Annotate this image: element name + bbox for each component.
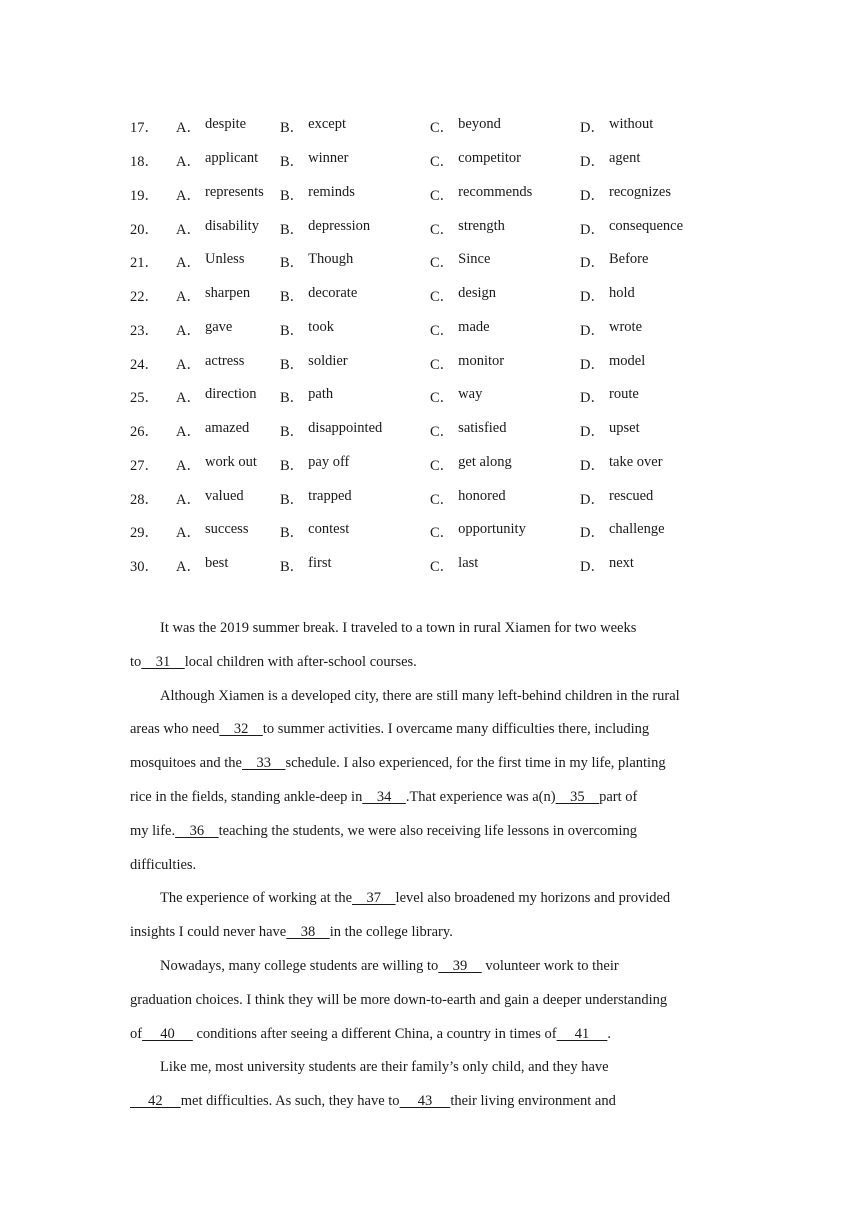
blank-43: 43 [399,1093,451,1110]
option-c [430,521,580,542]
option-letter: C． [430,457,455,474]
option-letter: A． [176,187,201,204]
option-a [176,353,280,374]
option-letter: D． [580,424,605,441]
option-letter: D． [580,289,605,306]
option-b [280,521,430,542]
option-text: wrote [608,318,642,335]
option-b [280,116,430,137]
option-text: made [458,318,490,335]
option-text: took [308,318,334,335]
passage-line [130,781,730,815]
option-text: Unless [204,251,245,268]
option-d [580,184,750,205]
option-b [280,218,430,239]
option-d [580,420,750,441]
option-text: next [608,555,634,572]
option-text: Before [608,251,649,268]
option-text: amazed [204,420,250,437]
option-text: actress [204,352,245,369]
option-letter: A． [176,525,201,542]
question-row [130,144,750,178]
option-text: last [458,555,479,572]
option-d [580,353,750,374]
option-letter: D． [580,120,605,137]
option-c [430,319,580,340]
question-row [130,380,750,414]
question-row [130,245,750,279]
option-letter: B． [280,559,305,576]
option-letter: A． [176,221,201,238]
option-text: disability [204,217,259,234]
option-letter: A． [176,322,201,339]
option-text: agent [608,150,641,167]
question-number: 22． [130,289,159,306]
option-text: best [204,555,229,572]
option-c [430,184,580,205]
option-letter: D． [580,457,605,474]
question-row [130,346,750,380]
option-letter: C． [430,390,455,407]
option-letter: B． [280,120,305,137]
option-c [430,218,580,239]
option-c [430,285,580,306]
question-row [130,481,750,515]
passage-line [130,950,730,984]
option-d [580,285,750,306]
option-letter: A． [176,390,201,407]
option-letter: B． [280,221,305,238]
passage-text: teaching the students, we were also receiving life lessons in overcoming [218,822,637,839]
option-letter: B． [280,491,305,508]
question-number: 17． [130,120,159,137]
option-a [176,116,280,137]
question-number: 23． [130,322,159,339]
option-text: competitor [458,150,521,167]
passage-text: met difficulties. As such, they have to [180,1093,400,1110]
option-letter: A． [176,491,201,508]
option-text: pay off [308,453,350,470]
option-c [430,386,580,407]
answer-options-table [130,110,750,583]
option-letter: C． [430,491,455,508]
option-text: Since [458,251,491,268]
option-text: honored [458,487,506,504]
passage-text: part of [599,788,638,805]
passage-line [130,713,730,747]
question-row [130,178,750,212]
option-letter: B． [280,356,305,373]
passage-line [130,1051,730,1085]
option-letter: B． [280,187,305,204]
option-a [176,285,280,306]
option-a [176,150,280,171]
option-a [176,488,280,509]
option-d [580,454,750,475]
option-text: valued [204,487,244,504]
option-text: route [608,386,639,403]
option-letter: D． [580,255,605,272]
option-text: without [608,116,654,133]
passage-text: level also broadened my horizons and provided [395,890,671,907]
passage-line [130,1018,730,1052]
passage-text: mosquitoes and the [130,755,242,772]
option-d [580,116,750,137]
option-text: upset [608,420,640,437]
passage-line [130,1085,730,1119]
option-letter: C． [430,322,455,339]
option-c [430,488,580,509]
option-letter: C． [430,221,455,238]
option-a [176,521,280,542]
option-letter: A． [176,120,201,137]
option-d [580,150,750,171]
passage-text: to summer activities. I overcame many difficulties there, including [262,721,650,738]
option-letter: B． [280,390,305,407]
passage-text: local children with after-school courses. [184,653,417,670]
option-c [430,251,580,272]
option-a [176,386,280,407]
option-letter: B． [280,154,305,171]
option-c [430,555,580,576]
option-a [176,319,280,340]
passage-line [130,680,730,714]
option-text: work out [204,453,257,470]
passage-text: to [130,653,142,670]
blank-39: 39 [438,957,482,974]
option-letter: A． [176,356,201,373]
cloze-passage [130,612,730,1119]
option-a [176,420,280,441]
option-b [280,251,430,272]
option-letter: D． [580,525,605,542]
option-text: first [308,555,332,572]
passage-text: graduation choices. I think they will be more down-to-earth and gain a deeper understanding [130,991,668,1008]
option-text: winner [308,150,349,167]
passage-line [130,612,730,646]
passage-text: in the college library. [329,924,453,941]
option-text: trapped [308,487,352,504]
passage-text: Nowadays, many college students are willing to [160,957,439,974]
blank-42: 42 [130,1093,181,1110]
blank-41: 41 [556,1025,608,1042]
blank-37: 37 [352,890,396,907]
option-text: design [458,285,497,302]
option-letter: D． [580,322,605,339]
passage-line [130,815,730,849]
passage-text: my life. [130,822,176,839]
passage-text: difficulties. [130,856,197,873]
option-letter: C． [430,255,455,272]
question-row [130,313,750,347]
option-c [430,353,580,374]
option-letter: C． [430,154,455,171]
option-letter: B． [280,424,305,441]
passage-text: insights I could never have [130,924,287,941]
option-text: consequence [608,217,684,234]
question-number: 27． [130,457,159,474]
option-c [430,420,580,441]
option-b [280,555,430,576]
question-row [130,448,750,482]
passage-text: schedule. I also experienced, for the first time in my life, planting [285,755,666,772]
option-text: get along [458,453,512,470]
question-number: 21． [130,255,159,272]
option-text: take over [608,453,663,470]
option-letter: C． [430,424,455,441]
option-text: recommends [458,183,533,200]
option-b [280,184,430,205]
passage-text: Although Xiamen is a developed city, there are still many left-behind children in the rural [160,687,680,704]
option-text: disappointed [308,420,383,437]
option-text: beyond [458,116,501,133]
option-c [430,454,580,475]
option-text: rescued [608,487,654,504]
option-text: decorate [308,285,358,302]
blank-36: 36 [175,822,219,839]
passage-text: It was the 2019 summer break. I traveled to a town in rural Xiamen for two weeks [160,620,637,636]
option-b [280,285,430,306]
passage-text: . [607,1025,611,1042]
option-d [580,386,750,407]
passage-text: of [130,1025,143,1042]
option-letter: D． [580,491,605,508]
option-text: recognizes [608,183,671,200]
option-text: success [204,521,249,538]
option-text: strength [458,217,505,234]
option-text: gave [204,318,233,335]
option-a [176,218,280,239]
passage-text: Like me, most university students are their family’s only child, and they have [160,1059,609,1076]
option-text: contest [308,521,350,538]
passage-line [130,849,730,883]
option-letter: D． [580,390,605,407]
option-text: direction [204,386,257,403]
passage-text: their living environment and [450,1093,616,1110]
question-number: 29． [130,525,159,542]
option-text: depression [308,217,371,234]
option-d [580,521,750,542]
option-b [280,353,430,374]
passage-text: areas who need [130,721,220,738]
passage-text: volunteer work to their [481,957,619,974]
option-letter: D． [580,559,605,576]
blank-35: 35 [555,788,600,805]
question-row [130,110,750,144]
question-row [130,549,750,583]
option-a [176,184,280,205]
option-text: Though [308,251,354,268]
option-text: path [308,386,334,403]
option-letter: A． [176,154,201,171]
question-number: 18． [130,154,159,171]
option-b [280,150,430,171]
option-letter: C． [430,289,455,306]
option-a [176,555,280,576]
option-letter: D． [580,154,605,171]
option-text: despite [204,116,247,133]
option-b [280,488,430,509]
option-a [176,454,280,475]
option-letter: A． [176,255,201,272]
option-letter: B． [280,255,305,272]
passage-text: .That experience was a(n) [405,788,556,805]
option-letter: C． [430,187,455,204]
option-text: satisfied [458,420,507,437]
passage-line [130,916,730,950]
passage-text: The experience of working at the [160,890,353,907]
blank-38: 38 [286,924,330,941]
option-d [580,555,750,576]
option-text: hold [608,285,635,302]
option-letter: A． [176,457,201,474]
option-b [280,454,430,475]
option-letter: D． [580,356,605,373]
option-letter: D． [580,221,605,238]
passage-line [130,747,730,781]
option-text: reminds [308,183,355,200]
option-text: sharpen [204,285,251,302]
blank-34: 34 [362,788,406,805]
option-letter: A． [176,559,201,576]
option-letter: C． [430,559,455,576]
question-number: 24． [130,356,159,373]
option-text: opportunity [458,521,526,538]
passage-line [130,984,730,1018]
passage-text: rice in the fields, standing ankle-deep in [130,788,363,805]
question-number: 26． [130,424,159,441]
question-row [130,279,750,313]
passage-text: conditions after seeing a different China, a country in times of [192,1025,557,1042]
option-letter: B． [280,322,305,339]
blank-32: 32 [219,721,263,738]
option-letter: D． [580,187,605,204]
option-letter: B． [280,525,305,542]
blank-40: 40 [142,1025,193,1042]
option-text: monitor [458,352,505,369]
option-text: soldier [308,352,348,369]
question-number: 28． [130,491,159,508]
option-text: model [608,352,646,369]
option-b [280,420,430,441]
option-letter: A． [176,424,201,441]
option-b [280,386,430,407]
option-d [580,251,750,272]
option-c [430,116,580,137]
option-letter: A． [176,289,201,306]
option-text: applicant [204,150,259,167]
option-c [430,150,580,171]
option-letter: B． [280,289,305,306]
option-letter: C． [430,525,455,542]
option-letter: B． [280,457,305,474]
option-d [580,319,750,340]
question-number: 19． [130,187,159,204]
question-row [130,515,750,549]
option-text: way [458,386,483,403]
option-text: except [308,116,347,133]
question-row [130,414,750,448]
question-number: 25． [130,390,159,407]
passage-line [130,882,730,916]
option-b [280,319,430,340]
option-d [580,488,750,509]
blank-31: 31 [141,653,185,670]
passage-line [130,646,730,680]
option-letter: C． [430,356,455,373]
question-number: 30． [130,559,159,576]
option-a [176,251,280,272]
question-number: 20． [130,221,159,238]
blank-33: 33 [241,755,286,772]
option-text: represents [204,183,264,200]
option-d [580,218,750,239]
option-letter: C． [430,120,455,137]
option-text: challenge [608,521,665,538]
question-row [130,211,750,245]
